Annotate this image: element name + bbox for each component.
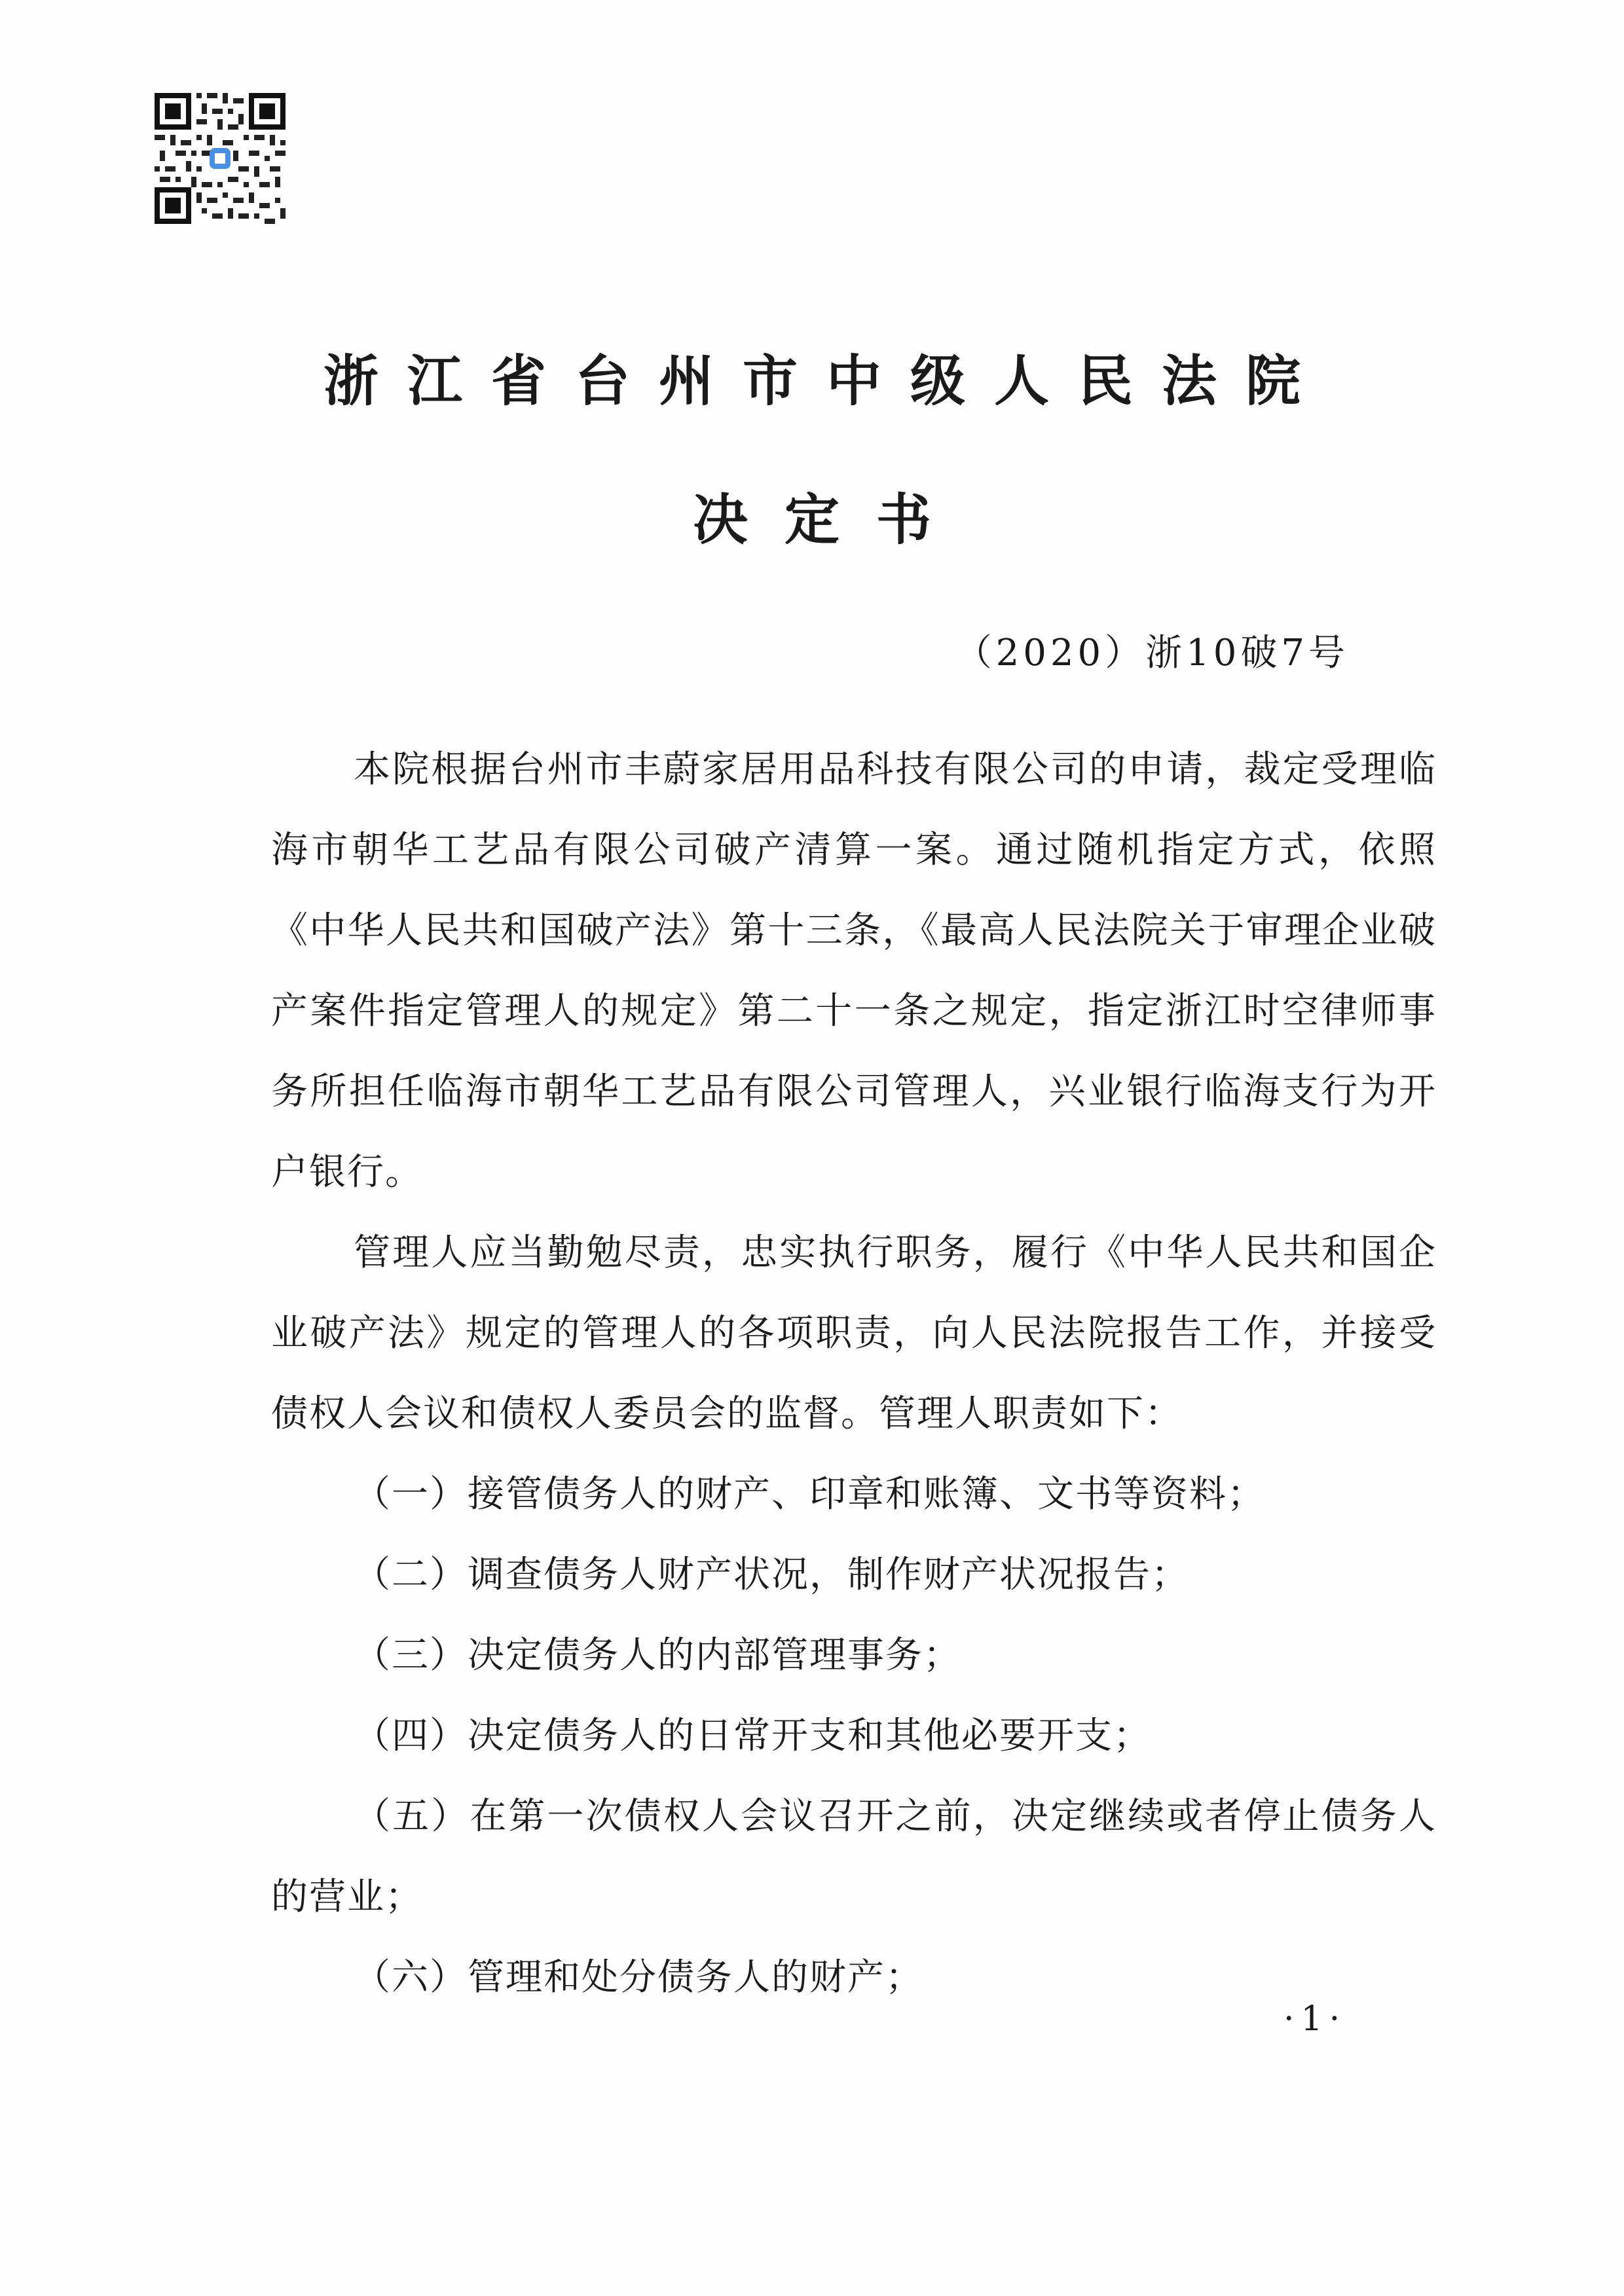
duty-item-1: （一）接管债务人的财产、印章和账簿、文书等资料； bbox=[354, 1473, 1265, 1516]
page-number: ·1· bbox=[1283, 1999, 1347, 2039]
duty-item-2: （二）调查债务人财产状况，制作财产状况报告； bbox=[354, 1554, 1189, 1596]
paragraph-duties-intro: 管理人应当勤勉尽责，忠实执行职务，履行《中华人民共和国企业破产法》规定的管理人的各项职责，向人民法院报告工作，并接受债权人会议和债权人委员会的监督。管理人职责如下： bbox=[271, 1231, 1437, 1435]
court-name-heading: 浙江省台州市中级人民法院 bbox=[323, 349, 1329, 413]
qr-code-icon bbox=[155, 93, 286, 224]
document-type-heading: 决定书 bbox=[692, 488, 968, 552]
duty-item-4: （四）决定债务人的日常开支和其他必要开支； bbox=[354, 1715, 1151, 1757]
paragraph-appointment: 本院根据台州市丰蔚家居用品科技有限公司的申请，裁定受理临海市朝华工艺品有限公司破产清算一案。通过随机指定方式，依照《中华人民共和国破产法》第十三条，《最高人民法院关于审理企业破产案件指定管理人的规定》第二十一条之规定，指定浙江时空律师事务所担任临海市朝华工艺品有限公司管理人，兴业银行临海支行为开户银行。 bbox=[271, 748, 1437, 1194]
duty-item-6: （六）管理和处分债务人的财产； bbox=[354, 1956, 923, 1999]
duty-item-5: （五）在第一次债权人会议召开之前，决定继续或者停止债务人的营业； bbox=[271, 1795, 1437, 1918]
case-number: （2020）浙10破7号 bbox=[955, 632, 1349, 674]
duty-item-3: （三）决定债务人的内部管理事务； bbox=[354, 1634, 961, 1677]
document-body bbox=[271, 729, 1437, 2018]
